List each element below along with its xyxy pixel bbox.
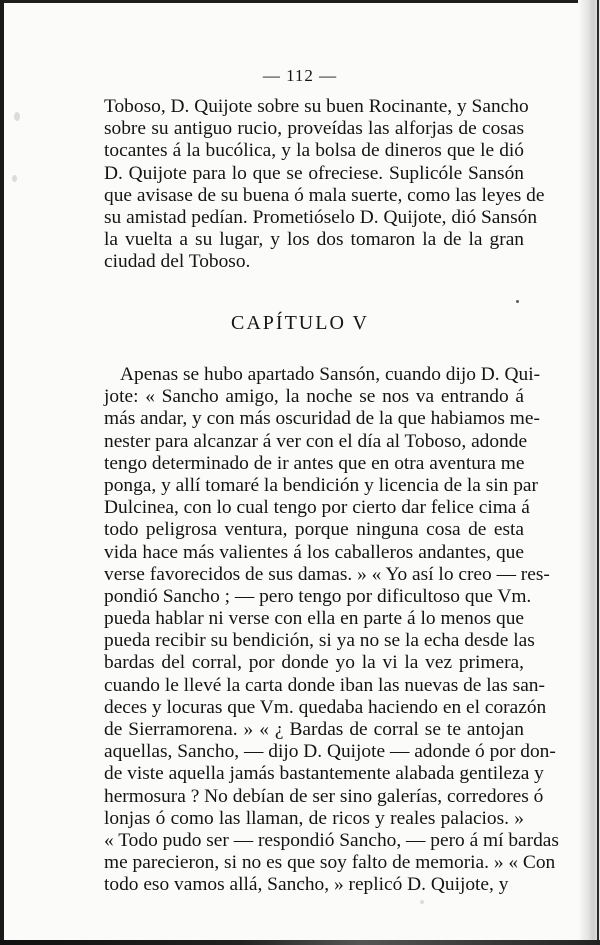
text-line: bardas del corral, por donde yo la vi la vez primera, — [104, 652, 524, 674]
text-line: deces y locuras que Vm. quedaba haciendo en el corazón — [104, 696, 547, 718]
text-line: Apenas se hubo apartado Sansón, cuando dijo D. Qui- — [120, 364, 541, 385]
text-line: de viste aquella jamás bastantemente alabada gentileza y — [104, 763, 544, 785]
paper-speck — [516, 300, 519, 303]
text-line: de Sierramorena. » « ¿ Bardas de corral se te antojan — [104, 719, 524, 740]
text-line: lonjas ó como las llaman, de ricos y reales palacios. » — [104, 807, 524, 829]
text-line: Toboso, D. Quijote sobre su buen Rocinante, y Sancho — [104, 96, 529, 117]
scan-edge-top — [0, 0, 600, 3]
scan-edge-bottom — [0, 940, 600, 945]
text-line: tengo determinado de ir antes que en otra aventura me — [104, 452, 525, 474]
paper-speck — [420, 900, 424, 904]
text-line: que avisase de su buena ó mala suerte, como las leyes de — [104, 184, 545, 206]
page-number: — 112 — — [262, 66, 338, 85]
text-line: ciudad del Toboso. — [104, 251, 251, 273]
text-line: vida hace más valientes á los caballeros andantes, que — [104, 541, 524, 563]
text-line: hermosura ? No debían de ser sino galerías, corredores ó — [104, 785, 544, 807]
text-line: todo peligrosa ventura, porque ninguna cosa de esta — [104, 519, 524, 541]
text-line: cuando le llevé la carta donde iban las nuevas de las san- — [104, 674, 545, 696]
paper-speck — [12, 175, 17, 182]
text-line: tocantes á la bucólica, y la bolsa de dineros que le dió — [104, 140, 524, 162]
text-line: su amistad pedían. Prometióselo D. Quijote, dió Sansón — [104, 206, 538, 228]
paper-speck — [14, 112, 20, 121]
text-line: Dulcinea, con lo cual tengo por cierto dar felice cima á — [104, 497, 530, 519]
text-line: pondió Sancho ; — pero tengo por dificultoso que Vm. — [104, 585, 532, 607]
text-line: verse favorecidos de sus damas. » « Yo así lo creo — res- — [104, 563, 550, 585]
text-line: pueda recibir su bendición, si ya no se la echa desde las — [104, 630, 535, 652]
text-line: « Todo pudo ser — respondió Sancho, — pero á mí bardas — [104, 829, 559, 851]
text-line: me parecieron, si no es que soy falto de memoria. » « Con — [104, 852, 556, 874]
text-line: la vuelta a su lugar, y los dos tomaron la de la gran — [104, 229, 524, 251]
opening-paragraph — [104, 96, 545, 274]
text-line: más andar, y con más oscuridad de la que habiamos me- — [104, 408, 540, 430]
text-line: sobre su antiguo rucio, proveídas las alforjas de cosas — [104, 118, 524, 140]
text-line: ponga, y allí tomaré la bendición y licencia de la sin par — [104, 474, 538, 496]
text-line: jote: « Sancho amigo, la noche se nos va entrando á — [104, 386, 524, 408]
chapter-paragraph — [104, 364, 559, 897]
text-line: aquellas, Sancho, — dijo D. Quijote — adonde ó por don- — [104, 741, 556, 763]
scan-edge-right — [597, 0, 599, 945]
text-line: nester para alcanzar á ver con el día al Toboso, adonde — [104, 430, 528, 452]
text-line: pueda hablar ni verse con ella en parte á lo menos que — [104, 608, 524, 630]
scan-edge-left — [0, 0, 4, 945]
text-line: todo eso vamos allá, Sancho, » replicó D. Quijote, y — [104, 874, 509, 896]
chapter-heading: CAPÍTULO V — [231, 312, 369, 334]
text-line: D. Quijote para lo que se ofreciese. Suplicóle Sansón — [104, 162, 524, 184]
